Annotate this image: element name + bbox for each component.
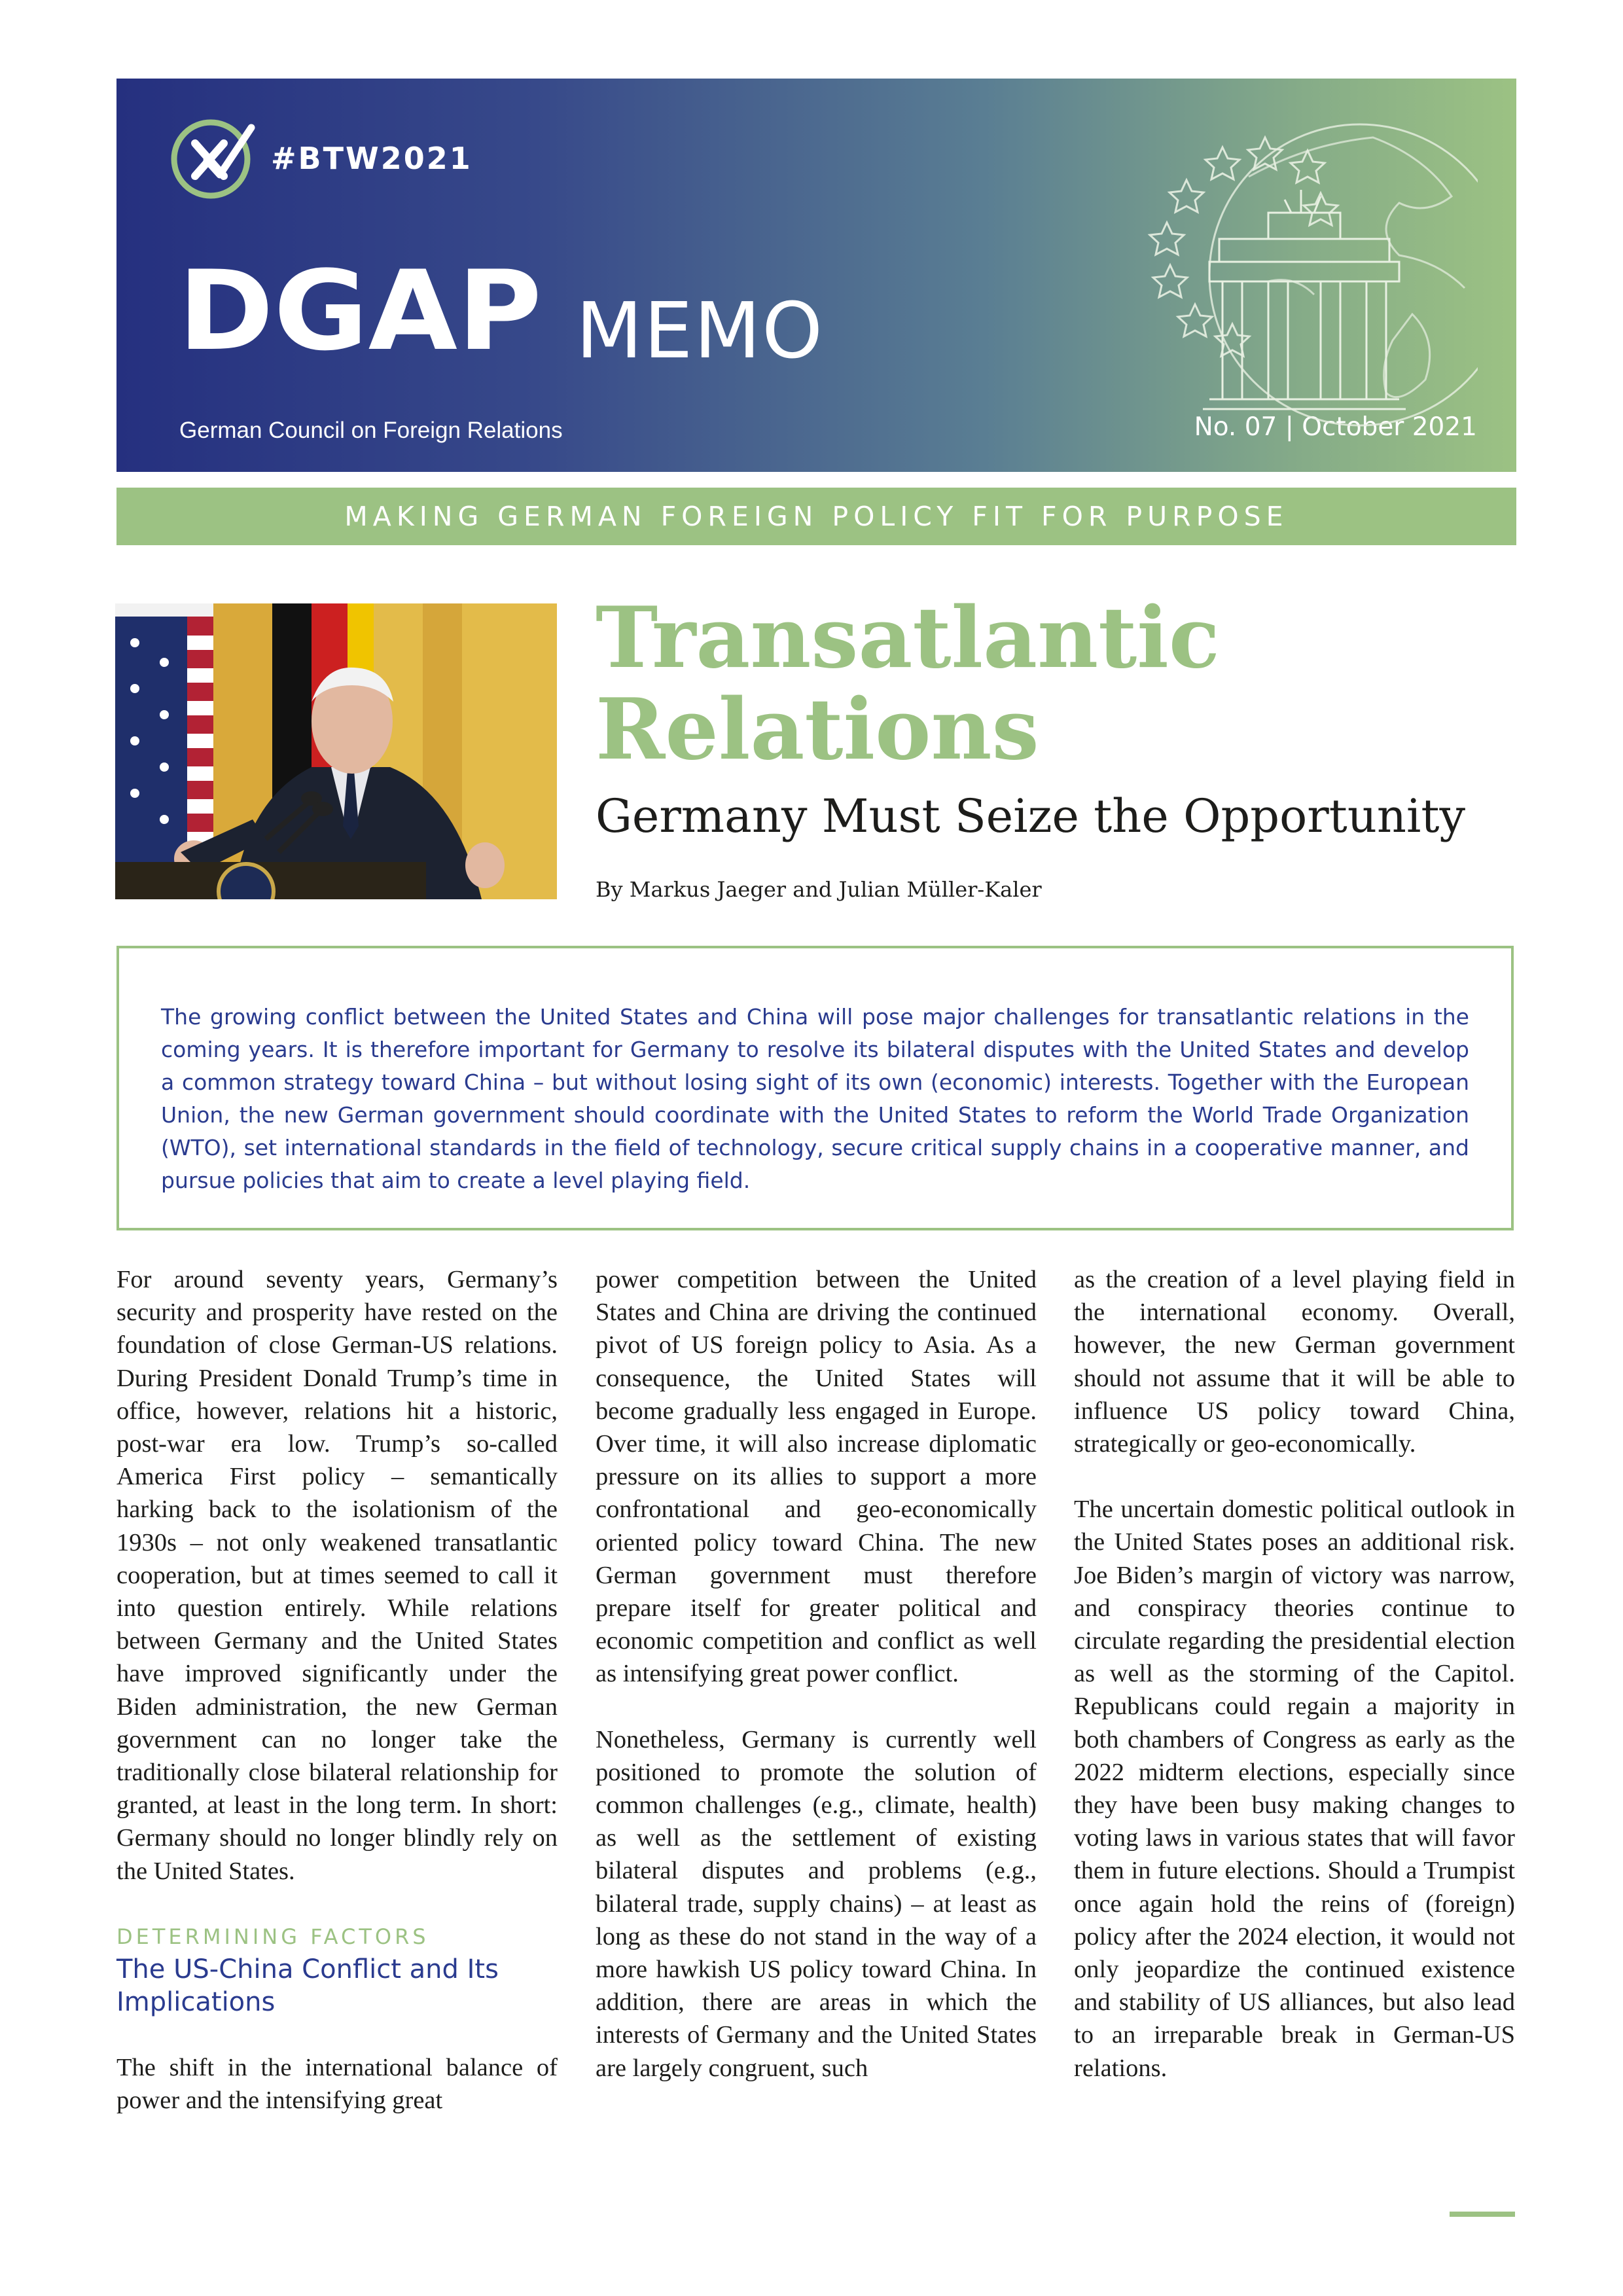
memo-wordmark: MEMO <box>576 285 825 376</box>
body-column-3 <box>1074 1263 1515 2085</box>
brandenburg-gate-icon <box>1203 190 1406 409</box>
issue-number-date: No. 07 | October 2021 <box>1194 412 1477 442</box>
body-paragraph: The uncertain domestic political outlook in the United States poses an additional risk. Joe Biden’s margin of victory was narrow, and conspiracy theories continue to circulate regarding the presidential election as well as the storming of the Capitol. Republicans could regain a majority in both chambers of Congress as early as the 2022 midterm elections, especially since they have been busy making changes to voting laws in various states that will favor them in future elections. Should a Trumpist once again hold the reins of (foreign) policy after the 2024 election, it would not only jeopardize the continued existence and stability of US alliances, but also lead to an irreparable break in German-US relations. <box>1074 1496 1515 2082</box>
article-photo <box>115 603 557 899</box>
article-subtitle: Germany Must Seize the Opportunity <box>596 789 1466 843</box>
eu-stars-icon <box>1150 137 1338 356</box>
presidential-seal-icon <box>219 864 274 899</box>
body-paragraph: Nonetheless, Germany is currently well positioned to promote the solution of common challenges (e.g., climate, health) as well as the settlement of existing bilateral disputes and problems (e.g., bilateral trade, supply chains) – at least as long as these do not stand in the way of a more hawkish US policy toward China. In addition, there are areas in which the interests of Germany and the United States are largely congruent, such <box>596 1725 1037 2082</box>
hashtag: #BTW2021 <box>271 141 473 176</box>
ballot-check-icon <box>169 115 255 201</box>
section-kicker: DETERMINING FACTORS <box>116 1924 429 1949</box>
dgap-wordmark: DGAP <box>178 259 542 357</box>
page-accent-bar <box>1450 2212 1515 2217</box>
body-paragraph: power competition between the United States and China are driving the continued pivot of US foreign policy to Asia. As a consequence, the United States will become gradually less engaged in Europe. Over time, it will also increase diplomatic pressure on its allies to support a more confrontational and geo-economically oriented policy toward China. The new German government must therefore prepare itself for greater political and economic competition and conflict as well as intensifying great power conflict. <box>596 1266 1037 1688</box>
article-title: Transatlantic Relations <box>596 589 1220 779</box>
us-flag-icon <box>115 617 213 878</box>
body-paragraph: as the creation of a level playing field in the international economy. Overall, however, the new German government should not assume that it will be able to influence US policy toward China, strategically or geo-economically. <box>1074 1266 1515 1458</box>
memo-header <box>116 79 1516 472</box>
section-heading: The US-China Conflict and Its Implications <box>116 1954 499 2017</box>
body-column-1 <box>116 1263 558 2117</box>
dgap-logo <box>178 259 544 357</box>
tagline-banner: MAKING GERMAN FOREIGN POLICY FIT FOR PURPOSE <box>116 488 1516 545</box>
article-byline: By Markus Jaeger and Julian Müller-Kaler <box>596 877 1042 902</box>
body-paragraph: For around seventy years, Germany’s security and prosperity have rested on the foundation of close German-US relations. During President Donald Trump’s time in office, however, relations hit a historic, post-war era low. Trump’s so-called America First policy – semantically harking back to the isolationism of the 1930s – not only weakened transatlantic cooperation, but at times seemed to call it into question entirely. While relations between Germany and the United States have improved significantly under the Biden administration, the new German government can no longer take the traditionally close bilateral relationship for granted, at least in the long term. In short: Germany should no longer blindly rely on the United States. <box>116 1266 558 1885</box>
brandenburg-gate-globe-illustration <box>1033 118 1478 458</box>
body-paragraph: The shift in the international balance of power and the intensifying great <box>116 2053 558 2115</box>
organization-name: German Council on Foreign Relations <box>179 418 563 443</box>
summary-box: The growing conflict between the United States and China will pose major challenges for transatlantic relations in the coming years. It is therefore important for Germany to resolve its bilateral disputes with the United States and develop a common strategy toward China – but without losing sight of its own (economic) interests. Together with the European Union, the new German government should coordinate with the United States to reform the World Trade Organization (WTO), set international standards in the field of technology, secure critical supply chains in a cooperative manner, and pursue policies that aim to create a level playing field. <box>116 946 1514 1230</box>
body-column-2 <box>596 1263 1037 2085</box>
